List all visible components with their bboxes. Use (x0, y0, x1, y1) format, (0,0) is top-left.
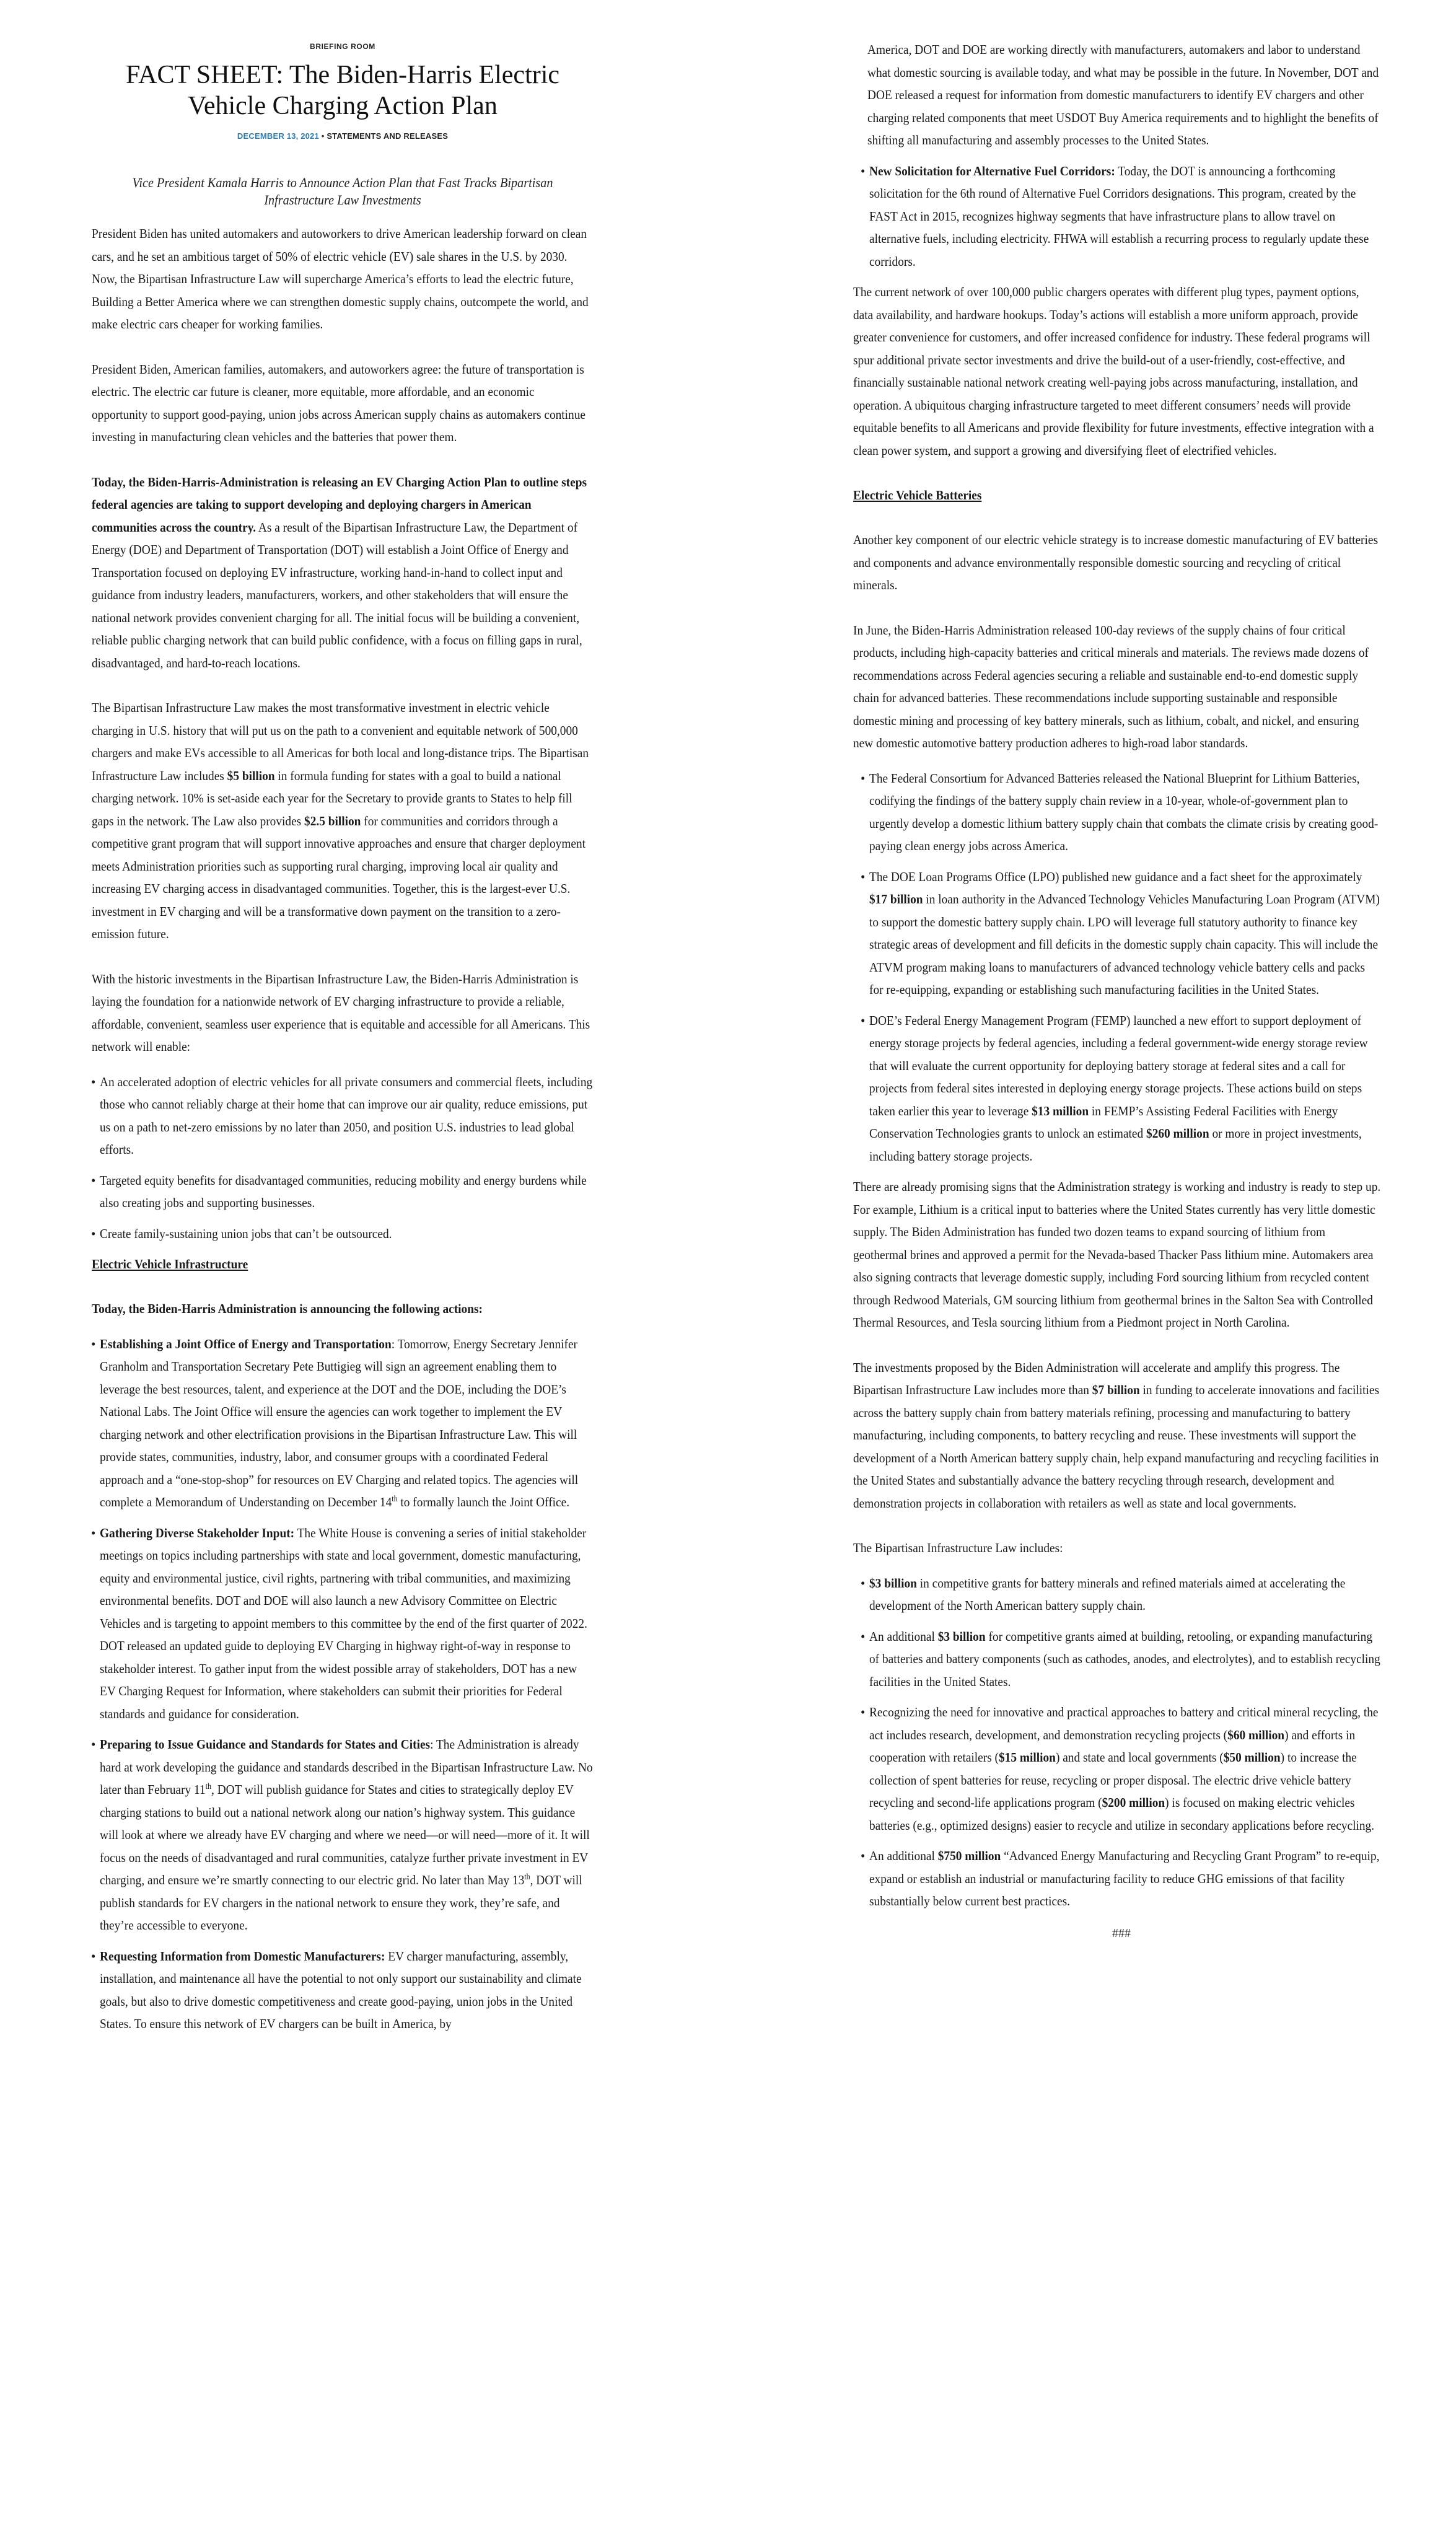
bullet-icon: • (91, 1172, 96, 1188)
bullet-icon: • (861, 1848, 866, 1863)
intro-paragraph-1: President Biden has united automakers and autoworkers to drive American leadership forward on clean cars, and he set an ambitious target of 50% of electric vehicle (EV) sale shares in the U.S. by 2030. Now, the Bipartisan Infrastructure Law will supercharge America’s efforts to lead the electric future, Building a Better America where we can strengthen domestic supply chains, outcompete the world, and make electric cars cheaper for working families. (92, 226, 589, 332)
bullet-icon: • (91, 1737, 96, 1752)
bullet-icon: • (91, 1226, 96, 1241)
actions-list-continued (861, 38, 1382, 273)
intro-paragraph-2: President Biden, American families, automakers, and autoworkers agree: the future of transportation is electric. The electric car future is cleaner, more equitable, more affordable, and an economic opportunity to support good-paying, union jobs across American supply chains as automakers continue investing in manufacturing clean vehicles and the batteries that power them. (92, 361, 585, 444)
actions-lead: Today, the Biden-Harris Administration is announcing the following actions: (92, 1301, 483, 1316)
post-category-link[interactable]: STATEMENTS AND RELEASES (327, 131, 449, 141)
list-item: • Preparing to Issue Guidance and Standards for States and Cities: The Administration is already hard at work developing the guidance and standards described in the Bipartisan Infrastructure Law. No later than February 11th, DOT will publish guidance for States and cities to strategically deploy EV charging stations to build out a national network along our nation’s highway system. This guidance will look at where we already have EV charging and where we need—or will need—more of it. It will focus on the needs of disadvantaged and rural communities, catalyze further private investment in EV charging, and ensure we’re smartly connecting to our electric grid. No later than May 13th, DOT will publish standards for EV chargers in the national network to ensure they work, they’re safe, and they’re accessible to everyone. (92, 1733, 594, 1937)
law-includes-lead: The Bipartisan Infrastructure Law includes: (853, 1540, 1063, 1555)
bullet-icon: • (861, 869, 866, 884)
battery-actions-list (861, 767, 1382, 1168)
list-item: • Establishing a Joint Office of Energy and Transportation: Tomorrow, Energy Secretary Jennifer Granholm and Transportation Secretary Pete Buttigieg will sign an agreement enabling them to leverage the best resources, talent, and experience at the DOT and the DOE, including the DOE’s National Labs. The Joint Office will ensure the agencies can work together to implement the EV charging network and other electrification provisions in the Bipartisan Infrastructure Law. This will provide states, communities, industry, labor, and consumer groups with a coordinated Federal approach and a “one-stop-shop” for resources on EV Charging and related topics. The agencies will complete a Memorandum of Understanding on December 14th to formally launch the Joint Office. (92, 1333, 594, 1514)
announcement-lead: Today, the Biden-Harris-Administration is releasing an EV Charging Action Plan to outline steps federal agencies are taking to support developing and deploying chargers in American communities across the country. (92, 474, 587, 535)
section-eyebrow[interactable]: BRIEFING ROOM (310, 42, 375, 51)
list-item: • An accelerated adoption of electric vehicles for all private consumers and commercial fleets, including those who cannot reliably charge at their home that can improve our air quality, reduce emissions, put us on a path to net-zero emissions by no later than 2050, and position U.S. industries to lead global efforts. (92, 1071, 594, 1161)
list-item: • $3 billion in competitive grants for battery minerals and refined materials aimed at accelerating the development of the North American battery supply chain. (861, 1572, 1382, 1617)
bullet-icon: • (91, 1336, 96, 1351)
list-item: • Requesting Information from Domestic Manufacturers: EV charger manufacturing, assembly, installation, and maintenance all have the potential to not only support our sustainability and climate goals, but also to drive domestic competitiveness and create good-paying, union jobs in the United States. To ensure this network of EV chargers can be built in America, by (92, 1945, 594, 2035)
list-item: • Targeted equity benefits for disadvantaged communities, reducing mobility and energy burdens while also creating jobs and supporting businesses. (92, 1169, 594, 1214)
bullet-icon: • (861, 1575, 866, 1591)
bullet-icon: • (91, 1074, 96, 1089)
meta-separator: • (321, 131, 325, 141)
infrastructure-closing-paragraph: The current network of over 100,000 public chargers operates with different plug types, payment options, data availability, and hardware hookups. Today’s actions will establish a more uniform approach, provide greater convenience for customers, and offer increased confidence for industry. These federal programs will spur additional private sector investments and drive the build-out of a user-friendly, cost-effective, and financially sustainable national network creating well-paying jobs across manufacturing, installation, and operation. A ubiquitous charging infrastructure targeted to meet different consumers’ needs will provide equitable benefits to all Americans and provide flexibility for future investments, effective integration with a clean power system, and support a growing and diversifying fleet of electrified vehicles. (853, 284, 1374, 458)
section-heading-batteries: Electric Vehicle Batteries (853, 488, 982, 503)
post-meta (92, 131, 594, 141)
bullet-icon: • (91, 1948, 96, 1964)
funding-amount: $5 billion (227, 768, 275, 783)
law-funding-list (861, 1572, 1382, 1913)
network-benefits-list (92, 1071, 594, 1245)
actions-list (92, 1333, 594, 2035)
bullet-icon: • (861, 1705, 866, 1719)
list-item: • New Solicitation for Alternative Fuel Corridors: Today, the DOT is announcing a forthcoming solicitation for the 6th round of Alternative Fuel Corridors designations. This program, created by the FAST Act in 2015, recognizes highway segments that have infrastructure plans to allow travel on alternative fuels, including electricity. FHWA will establish a recurring process to regularly update these corridors. (861, 160, 1382, 273)
bullet-icon: • (861, 770, 866, 786)
page-subtitle: Vice President Kamala Harris to Announce Action Plan that Fast Tracks Bipartisan Infrastructure Law Investments (132, 175, 553, 208)
list-item: • The DOE Loan Programs Office (LPO) published new guidance and a fact sheet for the approximately $17 billion in loan authority in the Advanced Technology Vehicles Manufacturing Loan Program (ATVM) to support the domestic battery supply chain. LPO will leverage full statutory authority to finance key strategic areas of development and fill deficits in the domestic supply chain capacity. This will include the ATVM program making loans to manufacturers of advanced technology vehicle battery cells and packs for re-equipping, expanding or establishing such manufacturing facilities in the United States. (861, 866, 1382, 1001)
bullet-icon: • (91, 1525, 96, 1540)
batteries-paragraph-2: In June, the Biden-Harris Administration released 100-day reviews of the supply chains of four critical products, including high-capacity batteries and critical minerals and materials. The reviews made dozens of recommendations across Federal agencies securing a reliable and sustainable end-to-end domestic supply chain for advanced batteries. These recommendations include supporting sustainable and responsible domestic mining and processing of key battery minerals, such as lithium, cobalt, and nickel, and ensuring new domestic automotive battery production adheres to high-road labor standards. (853, 622, 1369, 750)
batteries-paragraph-3: There are already promising signs that the Administration strategy is working and industry is ready to step up. For example, Lithium is a critical input to batteries where the United States currently has very little domestic supply. The Biden Administration has funded two dozen teams to expand sourcing of lithium from geothermal brines and approved a permit for the Nevada-based Thacker Pass lithium mine. Automakers area also signing contracts that leverage domestic supply, including Ford sourcing lithium from recycled content through Redwood Materials, GM sourcing lithium from geothermal brines in the Salton Sea with Controlled Thermal Resources, and Tesla sourcing lithium from a Piedmont project in North Carolina. (853, 1179, 1381, 1330)
bullet-icon: • (861, 1012, 866, 1028)
bullet-icon: • (861, 163, 866, 178)
post-date: DECEMBER 13, 2021 (237, 131, 319, 141)
batteries-paragraph-1: Another key component of our electric vehicle strategy is to increase domestic manufacturing of EV batteries and components and advance environmentally responsible domestic sourcing and recycling of critical minerals. (853, 532, 1378, 592)
intro-paragraph-3: Today, the Biden-Harris-Administration is releasing an EV Charging Action Plan to outline steps federal agencies are taking to support developing and deploying chargers in American communities across the country. As a result of the Bipartisan Infrastructure Law, the Department of Energy (DOE) and Department of Transportation (DOT) will establish a Joint Office of Energy and Transportation focused on deploying EV infrastructure, working hand-in-hand to collect input and guidance from industry leaders, manufacturers, workers, and other stakeholders that will ensure the national network provides convenient charging for all. The initial focus will be building a convenient, reliable public charging network that can build public confidence, with a focus on filling gaps in rural, disadvantaged, and hard-to-reach locations. (92, 474, 587, 670)
list-item: • An additional $750 million “Advanced Energy Manufacturing and Recycling Grant Program” to re-equip, expand or establish an industrial or manufacturing facility to reduce GHG emissions of that facility substantially below current best practices. (861, 1845, 1382, 1913)
list-item: • Gathering Diverse Stakeholder Input: The White House is convening a series of initial stakeholder meetings on topics including partnerships with state and local government, domestic manufacturing, equity and environmental justice, civil rights, partnering with tribal communities, and maximizing environmental benefits. DOT and DOE will also launch a new Advisory Committee on Electric Vehicles and is targeting to appoint members to this committee by the end of the first quarter of 2022. DOT released an updated guide to deploying EV Charging in highway right-of-way in response to stakeholder interest. To gather input from the widest possible array of stakeholders, DOT has a new EV Charging Request for Information, where stakeholders can submit their priorities for Federal standards and guidance for consideration. (92, 1522, 594, 1726)
batteries-paragraph-4: The investments proposed by the Biden Administration will accelerate and amplify this progress. The Bipartisan Infrastructure Law includes more than $7 billion in funding to accelerate innovations and facilities across the battery supply chain from battery materials refining, processing and manufacturing to battery manufacturing, including components, to battery recycling and reuse. These investments will support the development of a North American battery supply chain, help expand manufacturing and recycling facilities in the United States and substantially advance the battery recycling through research, development and demonstration projects in collaboration with retailers as well as state and local governments. (853, 1359, 1380, 1511)
intro-paragraph-5: With the historic investments in the Bipartisan Infrastructure Law, the Biden-Harris Administration is laying the foundation for a nationwide network of EV charging infrastructure to provide a reliable, affordable, convenient, seamless user experience that is equitable and accessible for all Americans. This network will enable: (92, 971, 590, 1054)
list-item: • DOE’s Federal Energy Management Program (FEMP) launched a new effort to support deployment of energy storage projects by federal agencies, including a federal government-wide energy storage review that will evaluate the current opportunity for deploying battery storage at federal sites and a call for projects from federal sites interested in deploying energy storage projects. These actions build on steps taken earlier this year to leverage $13 million in FEMP’s Assisting Federal Facilities with Energy Conservation Technologies grants to unlock an estimated $260 million or more in project investments, including battery storage projects. (861, 1009, 1382, 1168)
list-item-continued: America, DOT and DOE are working directly with manufacturers, automakers and labor to understand what domestic sourcing is available today, and what may be possible in the future. In November, DOT and DOE released a request for information from domestic manufacturers to identify EV chargers and other charging related components that meet USDOT Buy America requirements and to highlight the benefits of shifting all manufacturing and assembly processes to the United States. (867, 42, 1379, 147)
section-heading-infrastructure: Electric Vehicle Infrastructure (92, 1257, 248, 1271)
bullet-icon: • (861, 1628, 866, 1644)
intro-paragraph-4: The Bipartisan Infrastructure Law makes the most transformative investment in electric vehicle charging in U.S. history that will put us on the path to a convenient and equitable network of 500,000 chargers and make EVs accessible to all Americas for both local and long-distance trips. The Bipartisan Infrastructure Law includes $5 billion in formula funding for states with a goal to build a national charging network. 10% is set-aside each year for the Secretary to provide grants to States to help fill gaps in the network. The Law also provides $2.5 billion for communities and corridors through a competitive grant program that will support innovative approaches and ensure that charger deployment meets Administration priorities such as supporting rural charging, improving local air quality and increasing EV charging access in disadvantaged communities. Together, this is the largest-ever U.S. investment in EV charging and will be a transformative down payment on the transition to a zero-emission future. (92, 700, 589, 941)
funding-amount: $2.5 billion (304, 813, 361, 828)
list-item: • An additional $3 billion for competitive grants aimed at building, retooling, or expanding manufacturing of batteries and battery components (such as cathodes, anodes, and electrolytes), and to establish recycling facilities in the United States. (861, 1625, 1382, 1693)
page-title: FACT SHEET: The Biden-Harris Electric Vehicle Charging Action Plan (125, 61, 560, 120)
right-column (853, 0, 1382, 1941)
list-item: • Recognizing the need for innovative and practical approaches to battery and critical mineral recycling, the act includes research, development, and demonstration recycling projects ($60 million) and efforts in cooperation with retailers ($15 million) and state and local governments ($50 million) to increase the collection of spent batteries for reuse, recycling or proper disposal. The electric drive vehicle battery recycling and second-life applications program ($200 million) is focused on making electric vehicles batteries (e.g., optimized designs) easier to recycle and utilize in secondary applications before recycling. (861, 1701, 1382, 1837)
left-column (92, 0, 594, 2044)
list-item: • The Federal Consortium for Advanced Batteries released the National Blueprint for Lithium Batteries, codifying the findings of the battery supply chain review in a 10-year, whole-of-government plan to urgently develop a domestic lithium battery supply chain that combats the climate crisis by creating good-paying clean energy jobs across America. (861, 767, 1382, 858)
list-item: • Create family-sustaining union jobs that can’t be outsourced. (92, 1223, 594, 1245)
end-mark: ### (1112, 1926, 1131, 1940)
